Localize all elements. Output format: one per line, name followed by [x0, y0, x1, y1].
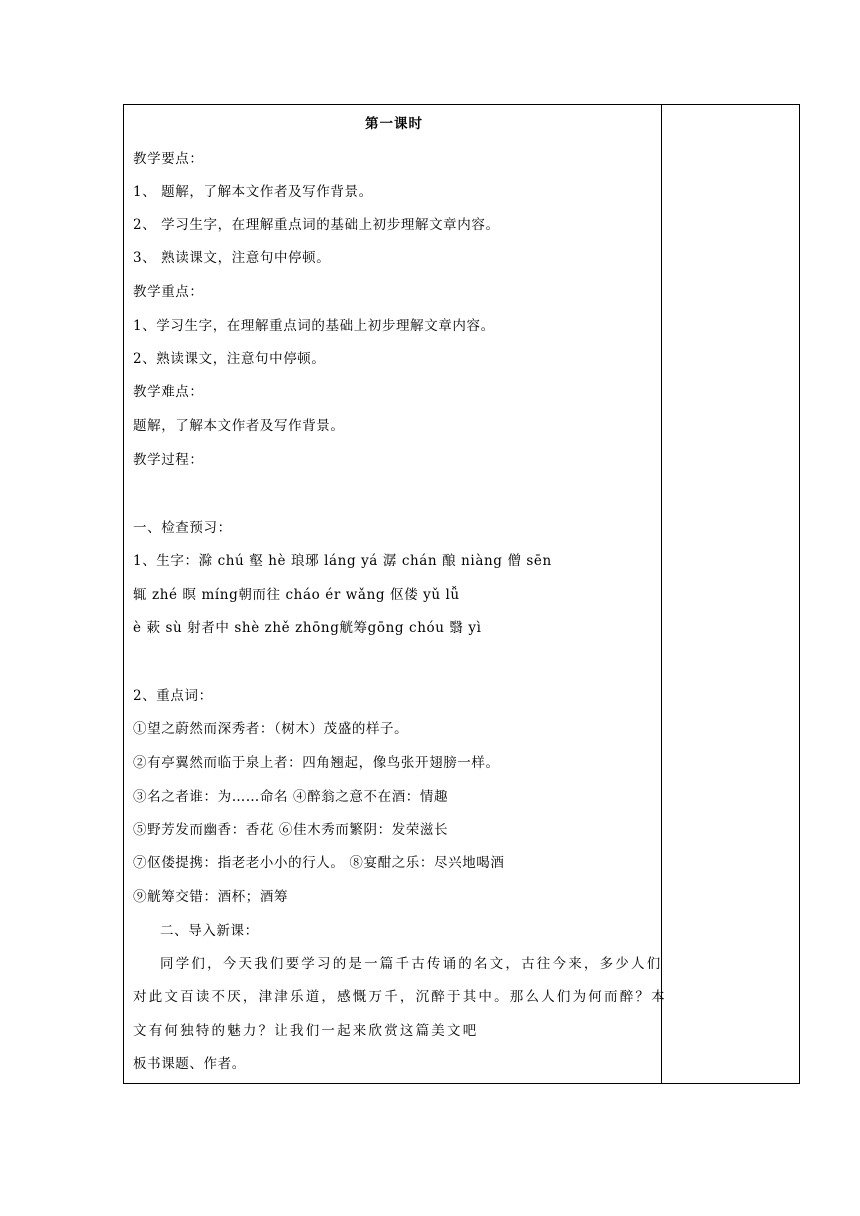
focus-1: 1、学习生字，在理解重点词的基础上初步理解文章内容。: [133, 318, 495, 334]
blackboard-title-line: 板书课题、作者。: [133, 1056, 246, 1072]
key-word-1: ①望之蔚然而深秀者：（树木）茂盛的样子。: [133, 721, 409, 737]
new-characters-line-3: è 蔌 sù 射者中 shè zhě zhōng觥筹gōng chóu 翳 yì: [133, 620, 482, 636]
step-intro-heading: 二、导入新课：: [160, 923, 259, 939]
key-point-3: 3、 熟读课文，注意句中停顿。: [133, 250, 331, 266]
intro-paragraph-line-3: 文有何独特的魅力？让我们一起来欣赏这篇美文吧: [133, 1023, 479, 1039]
section-heading-focus: 教学重点：: [133, 284, 204, 300]
key-word-5-6: ⑤野芳发而幽香：香花 ⑥佳木秀而繁阴：发荣滋长: [133, 822, 449, 838]
difficulty-1: 题解，了解本文作者及写作背景。: [133, 418, 345, 434]
key-point-1: 1、 题解，了解本文作者及写作背景。: [133, 184, 373, 200]
key-word-9: ⑨觥筹交错：酒杯；酒筹: [133, 889, 289, 905]
new-characters-line-1: 1、生字：滁 chú 壑 hè 琅琊 láng yá 潺 chán 酿 niàng 僧 sēn: [133, 553, 552, 569]
key-words-heading: 2、重点词：: [133, 688, 213, 704]
notes-column: [662, 105, 799, 1083]
key-word-2: ②有亭翼然而临于泉上者：四角翘起，像鸟张开翅膀一样。: [133, 755, 500, 771]
key-word-3-4: ③名之者谁：为……命名 ④醉翁之意不在酒：情趣: [133, 789, 449, 805]
section-heading-process: 教学过程：: [133, 452, 204, 468]
section-heading-key-points: 教学要点：: [133, 151, 204, 167]
lesson-title: 第一课时: [365, 116, 423, 132]
key-point-2: 2、 学习生字，在理解重点词的基础上初步理解文章内容。: [133, 217, 500, 233]
lesson-table: [123, 104, 800, 1084]
new-characters-line-2: 辄 zhé 暝 míng朝而往 cháo ér wǎng 伛偻 yǔ lǚ: [133, 587, 460, 603]
section-heading-difficulty: 教学难点：: [133, 384, 204, 400]
key-word-7-8: ⑦伛偻提携：指老老小小的行人。 ⑧宴酣之乐：尽兴地喝酒: [133, 855, 505, 871]
intro-paragraph-line-2: 对此文百读不厌，津津乐道，感慨万千，沉醉于其中。那么人们为何而醉？本: [133, 989, 667, 1005]
step-preview-heading: 一、检查预习：: [133, 520, 232, 536]
focus-2: 2、熟读课文，注意句中停顿。: [133, 351, 326, 367]
intro-paragraph-line-1: 同学们，今天我们要学习的是一篇千古传诵的名文，古往今来，多少人们: [160, 956, 663, 972]
